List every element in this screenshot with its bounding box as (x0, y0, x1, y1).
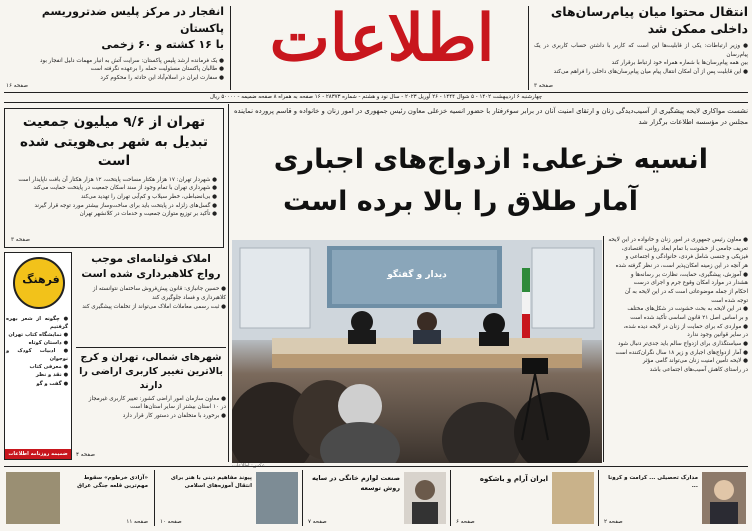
left-mid-headline[interactable]: شهرهای شمالی، تهران و کرج (80, 352, 222, 364)
body-line: ● لایحه تأمین امنیت زنان می‌تواند گامی مؤثر (642, 358, 748, 365)
date-line: چهارشنبه ۶ اردیبهشت ۱۴۰۲ - ۵ شوال ۱۴۴۴ - ۲۶ آوریل ۲۰۲۳ - سال نود و هشتم - شماره ۲۸۳۷۳ - ۱۶ صفحه به همراه ۸ صفحه ضمیمه - ۵۰۰۰۰ ریال (209, 94, 543, 100)
bottom-item[interactable] (600, 468, 748, 528)
left-top-bullet: ● شهرداری تهران با تمام وجود از سند اسکان جمعیت در پایتخت حمایت می‌کند (33, 185, 217, 192)
farhang-box (4, 252, 72, 460)
page-number: صفحه ۳ (534, 83, 553, 89)
right-headline[interactable]: انتقال محتوا میان پیام‌رسان‌های داخلی ممکن شد (550, 4, 748, 36)
left-top-box (4, 108, 224, 248)
bottom-thumb (404, 472, 446, 524)
body-line: و بر اساس اصل ۲۱ قانون اساسی تأکید شده است (630, 314, 748, 321)
screen-banner-text: دیدار و گفتگو (387, 270, 447, 280)
body-line: احکام از جمله موضوعاتی است که در این لایحه به آن (624, 288, 748, 295)
body-line: هشدار در موارد امکان وقوع جرم و اجرای درست (633, 280, 748, 287)
right-bullet: ● وزیر ارتباطات: یکی از قابلیت‌ها این است که کاربر با داشتن حساب کاربری در یک پیام‌رسان (534, 43, 748, 58)
left-mid-bullet: ● حسین جانبازی: قانون پیش‌فروش ساختمان نتوانسته از (92, 286, 226, 293)
body-line: ● در این لایحه به بحث خشونت در شکل‌های مختلف (627, 306, 748, 313)
bottom-item[interactable] (452, 468, 596, 528)
body-line: در سایر قوانین وجود ندارد (687, 332, 748, 339)
bottom-title: ایران آرام و باشکوه (479, 475, 548, 483)
farhang-logo-text: فرهنگ (22, 273, 60, 286)
bottom-item[interactable] (4, 468, 150, 528)
left-mid-bullet: کلاهبرداری و فساد جلوگیری کند (152, 295, 226, 302)
page-number: صفحه ۱۶ (6, 83, 28, 89)
bottom-title: «آزادی خرطوم» سقوط مهم‌ترین قلعه جنگی عراق (77, 475, 148, 490)
body-line: فیزیکی و جنسی شامل فردی، خانوادگی و اجتماعی و (625, 254, 748, 261)
left-mid-bullet: ● ثبت رسمی معاملات املاک می‌تواند از تخلفات پیشگیری کند (82, 303, 226, 310)
bottom-thumb (6, 472, 60, 524)
bottom-thumb (256, 472, 298, 524)
farhang-item[interactable]: ● چگونه از شعر بهره گرفتیم (6, 316, 68, 331)
left-mid-headline[interactable]: املاک قولنامه‌ای موجب (91, 253, 211, 265)
left-headline[interactable]: با ۱۶ کشته و ۶۰ زخمی (101, 38, 224, 51)
farhang-item[interactable]: ● نمایشگاه کتاب تهران (8, 332, 68, 339)
left-top-bullet: ● گسل‌های زلزله در پایتخت باید برای ساخت‌وساز بیشتر مورد توجه قرار گیرند (34, 202, 217, 209)
bottom-strip (4, 468, 748, 528)
left-mid-bullet: ● معاون سازمان امور اراضی کشور: تغییر کاربری غیرمجاز (88, 395, 226, 402)
body-line: ● سیاستگذاری برای ازدواج سالم باید جدی‌تر دنبال شود (618, 340, 748, 347)
lead-intro: نشست مواکاری لایحه پیشگیری از آسیب‌دیدگی زنان و ارتقای امنیت آنان در برابر سوءرفتار با حضور انسیه خزعلی معاون رئیس جمهوری در امور زنان و خانواده و قاسم پرورده نماینده مجلس در مؤسسه اطلاعات برگزار شد (234, 107, 748, 126)
left-bullet: ● یک فرمانده ارشد پلیس پاکستان: سرایت آتش به انبار مهمات دلیل انفجار بود (39, 57, 224, 64)
body-line: تعریف جامعی از خشونت با تمام ابعاد روانی، اقتصادی، (621, 245, 748, 252)
page-number: صفحه ۴ (76, 452, 95, 459)
body-line: ● مواردی که برای حمایت از زنان در لایحه دیده شده، (623, 323, 748, 330)
body-line: ● آموزش، پیشگیری، حمایت، نظارت بر رسانه‌ها و (630, 271, 748, 278)
bottom-thumb (552, 472, 594, 524)
newspaper-logo: اطلاعات (269, 1, 495, 76)
left-top-headline[interactable]: تبدیل به شهر بی‌هویتی شده است (20, 133, 208, 170)
farhang-item[interactable]: ● ادبیات کودک و نوجوان (6, 348, 68, 363)
page-number: صفحه ۶ (456, 518, 475, 525)
bottom-title: صنعت لوازم خانگی در سایه روش توسعه (311, 474, 400, 492)
farhang-footer: ضمیمه روزنامه اطلاعات (5, 449, 71, 459)
lead-headline[interactable]: انسیه خزعلی: ازدواج‌های اجباری (273, 144, 708, 175)
bottom-title: پیوند مفاهیم دینی با هنر برای انتقال آموزه‌های اسلامی (170, 475, 252, 490)
lead-headline[interactable]: آمار طلاق را بالا برده است (282, 186, 638, 217)
page-number: صفحه ۱۰ (160, 518, 182, 525)
bottom-item[interactable] (304, 468, 448, 528)
farhang-item[interactable]: ● گفت و گو (36, 380, 68, 387)
left-top-bullet: ● بی‌انضباطی، خطر سیلاب و کم‌آبی تهران را تهدید می‌کند (81, 194, 217, 200)
lead-body-column (602, 236, 748, 462)
right-bullet: ● این قابلیت پس از آن امکان انتقال پیام میان پیام‌رسان‌های داخلی را فراهم می‌کند (553, 68, 748, 75)
left-mid-bullet: ● برخورد با متخلفان در دستور کار قرار دارد (122, 413, 226, 420)
left-headline[interactable]: انفجار در مرکز پلیس ضدتروریسم پاکستان (41, 5, 224, 35)
farhang-item[interactable]: ● داستان کوتاه (28, 340, 68, 347)
masthead (0, 0, 752, 102)
body-line: توجه شده است (711, 297, 748, 304)
left-mid-column (76, 252, 226, 460)
left-mid-headline[interactable]: رواج کلاهبرداری شده است (81, 268, 221, 281)
bottom-item[interactable] (156, 468, 300, 528)
farhang-item[interactable]: ● نقد و نظر (35, 372, 68, 379)
left-box (6, 4, 224, 88)
left-bullet: ● طالبان پاکستان مسئولیت حمله را برعهده نگرفته است (90, 66, 224, 73)
farhang-item[interactable]: ● معرفی کتاب (29, 364, 68, 371)
left-top-headline[interactable]: تهران از ۹/۶ میلیون جمعیت (22, 114, 206, 130)
left-top-bullet: ● شهردار تهران: ۱۷ هزار هکتار مساحت پایتخت، ۱۲ هزار هکتار آن بافت ناپایدار است (18, 176, 217, 183)
page-number: صفحه ۳ (11, 237, 30, 244)
bottom-thumb (702, 472, 746, 524)
right-bullet: بین همه پیام‌رسان‌ها با شماره همراه خود ارتباط برقرار کند (611, 60, 748, 67)
body-line: هر آنچه در این زمینه امکان‌پذیر است، در نظر گرفته شده (615, 262, 748, 269)
lead-story (232, 106, 748, 240)
left-top-bullet: ● تأکید بر توزیع متوازن جمعیت و خدمات در کلانشهر تهران (79, 211, 217, 218)
body-line: ● آمار ازدواج‌های اجباری و زیر ۱۸ سال نگران‌کننده است (615, 349, 748, 356)
right-box (534, 4, 748, 88)
lead-photo (232, 240, 602, 463)
page-number: صفحه ۷ (308, 518, 327, 525)
farhang-logo (13, 257, 65, 309)
left-bullet: ● سفارت ایران در اسلام‌آباد این حادثه را محکوم کرد (100, 74, 224, 81)
page-number: صفحه ۲ (604, 518, 623, 525)
bottom-title: مدارک تحصیلی ... کرامت و کرونا ... (608, 475, 698, 490)
left-mid-bullet: در ۱۰ استان بیشتر از سایر استان‌ها است (130, 404, 226, 411)
left-mid-headline[interactable]: بالاترین تغییر کاربری اراضی را دارند (79, 366, 223, 391)
page-number: صفحه ۱۱ (126, 518, 148, 525)
body-line: در راستای کاهش آسیب‌های اجتماعی باشد (649, 366, 748, 373)
body-line: ● معاون رئیس جمهوری در امور زنان و خانواده در این لایحه (608, 237, 748, 243)
